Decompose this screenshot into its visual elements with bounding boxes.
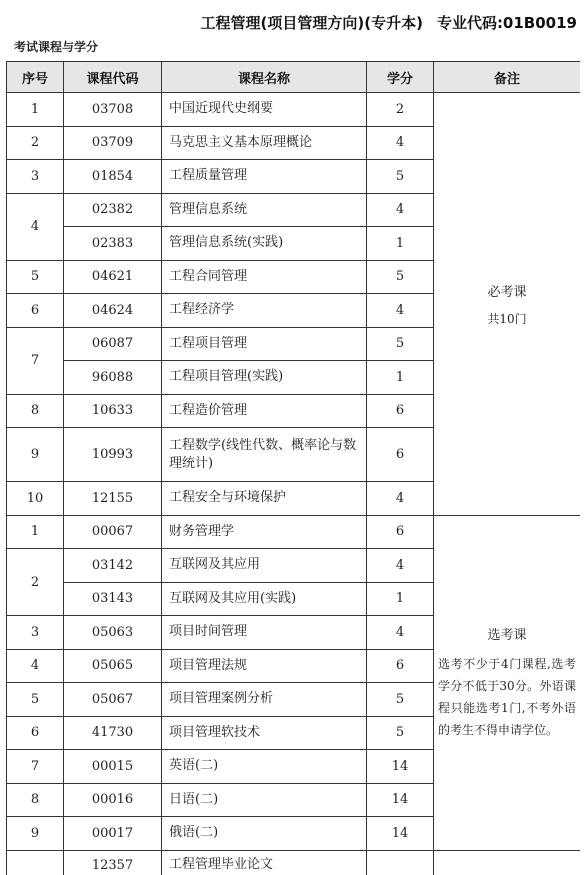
course-code: 02383 <box>64 227 162 261</box>
row-number: 2 <box>7 126 64 160</box>
course-credit: 4 <box>367 294 434 328</box>
course-name: 工程造价管理 <box>162 394 367 428</box>
major-code: 专业代码:01B0019 <box>436 14 577 32</box>
course-code: 03142 <box>64 549 162 583</box>
row-number: 7 <box>7 750 64 784</box>
row-number: 7 <box>7 327 64 394</box>
elective-note-title: 选考课 <box>487 628 527 643</box>
course-credit: 5 <box>367 160 434 194</box>
course-credit: 5 <box>367 716 434 750</box>
course-code: 10993 <box>64 428 162 482</box>
course-credit: 6 <box>367 394 434 428</box>
table-header-row <box>7 62 581 93</box>
course-name: 中国近现代史纲要 <box>162 93 367 127</box>
course-credit: 4 <box>367 126 434 160</box>
course-code: 10633 <box>64 394 162 428</box>
course-credit: 14 <box>367 817 434 851</box>
course-credit: 4 <box>367 193 434 227</box>
course-name: 管理信息系统 <box>162 193 367 227</box>
course-code: 03709 <box>64 126 162 160</box>
row-number: 3 <box>7 616 64 650</box>
course-code: 01854 <box>64 160 162 194</box>
row-number: 1 <box>7 515 64 549</box>
column-header-credit: 学分 <box>367 62 434 93</box>
elective-note-cell <box>434 515 581 850</box>
course-credit: 14 <box>367 783 434 817</box>
course-name: 管理信息系统(实践) <box>162 227 367 261</box>
course-code: 05063 <box>64 616 162 650</box>
note-cell <box>434 850 581 875</box>
course-code: 12155 <box>64 482 162 516</box>
course-table-container <box>6 61 580 875</box>
table-body <box>7 93 581 875</box>
course-credit: 1 <box>367 582 434 616</box>
course-name: 工程经济学 <box>162 294 367 328</box>
table-row <box>7 515 581 549</box>
course-name: 工程项目管理 <box>162 327 367 361</box>
course-name: 工程合同管理 <box>162 260 367 294</box>
row-number: 6 <box>7 716 64 750</box>
course-name: 工程质量管理 <box>162 160 367 194</box>
course-credit: 5 <box>367 260 434 294</box>
course-name: 马克思主义基本原理概论 <box>162 126 367 160</box>
course-credit: 6 <box>367 515 434 549</box>
course-name: 项目管理软技术 <box>162 716 367 750</box>
course-credit: 1 <box>367 361 434 395</box>
row-number: 3 <box>7 160 64 194</box>
row-number: 8 <box>7 783 64 817</box>
course-credit: 14 <box>367 750 434 784</box>
required-note-cell <box>434 93 581 516</box>
major-name: 工程管理(项目管理方向)(专升本) <box>200 14 423 32</box>
course-code: 04624 <box>64 294 162 328</box>
row-number: 4 <box>7 649 64 683</box>
row-number: 2 <box>7 549 64 616</box>
course-name: 工程管理毕业论文 <box>162 850 367 875</box>
section-label: 考试课程与学分 <box>14 40 99 54</box>
course-name: 项目管理案例分析 <box>162 683 367 717</box>
table-row <box>7 93 581 127</box>
course-code: 96088 <box>64 361 162 395</box>
row-number: 6 <box>7 294 64 328</box>
column-header-note: 备注 <box>434 62 581 93</box>
course-name: 工程安全与环境保护 <box>162 482 367 516</box>
course-credit: 6 <box>367 649 434 683</box>
course-code: 03143 <box>64 582 162 616</box>
course-credit: 1 <box>367 227 434 261</box>
course-code: 00016 <box>64 783 162 817</box>
row-number: 4 <box>7 193 64 260</box>
table-row-partial <box>7 850 581 875</box>
row-number: 9 <box>7 817 64 851</box>
course-credit: 2 <box>367 93 434 127</box>
course-credit: 5 <box>367 683 434 717</box>
course-code: 00017 <box>64 817 162 851</box>
course-name: 财务管理学 <box>162 515 367 549</box>
course-credit <box>367 850 434 875</box>
course-name: 工程数学(线性代数、概率论与数理统计) <box>162 428 367 482</box>
column-header-code: 课程代码 <box>64 62 162 93</box>
course-code: 12357 <box>64 850 162 875</box>
course-code: 06087 <box>64 327 162 361</box>
column-header-no: 序号 <box>7 62 64 93</box>
row-number: 1 <box>7 93 64 127</box>
row-number: 10 <box>7 482 64 516</box>
row-number: 8 <box>7 394 64 428</box>
course-table <box>6 61 580 875</box>
course-credit: 4 <box>367 549 434 583</box>
course-credit: 6 <box>367 428 434 482</box>
course-credit: 4 <box>367 616 434 650</box>
course-code: 03708 <box>64 93 162 127</box>
course-code: 41730 <box>64 716 162 750</box>
course-name: 英语(二) <box>162 750 367 784</box>
course-name: 日语(二) <box>162 783 367 817</box>
course-code: 05065 <box>64 649 162 683</box>
required-note-count: 共10门 <box>487 311 527 326</box>
row-number: 5 <box>7 260 64 294</box>
course-name: 互联网及其应用 <box>162 549 367 583</box>
course-name: 项目管理法规 <box>162 649 367 683</box>
required-note-title: 必考课 <box>487 284 527 300</box>
course-code: 00015 <box>64 750 162 784</box>
course-code: 04621 <box>64 260 162 294</box>
course-name: 互联网及其应用(实践) <box>162 582 367 616</box>
column-header-name: 课程名称 <box>162 62 367 93</box>
page-title <box>0 12 577 33</box>
row-number: 9 <box>7 428 64 482</box>
course-credit: 5 <box>367 327 434 361</box>
course-credit: 4 <box>367 482 434 516</box>
course-name: 项目时间管理 <box>162 616 367 650</box>
row-number: 5 <box>7 683 64 717</box>
elective-note-body: 选考不少于4门课程,选考学分不低于30分。外语课程只能选考1门,不考外语的考生不得申请学位。 <box>438 657 576 737</box>
course-name: 俄语(二) <box>162 817 367 851</box>
course-code: 00067 <box>64 515 162 549</box>
course-code: 05067 <box>64 683 162 717</box>
course-name: 工程项目管理(实践) <box>162 361 367 395</box>
row-number <box>7 850 64 875</box>
course-code: 02382 <box>64 193 162 227</box>
